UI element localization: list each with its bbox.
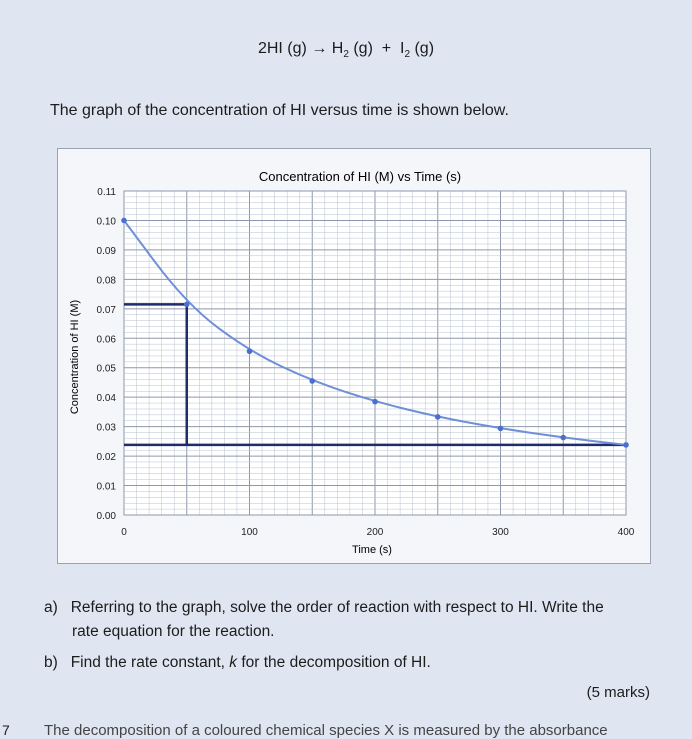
y-tick-label: 0.08 [96,275,116,287]
arrow: → [311,40,328,57]
y-axis-label: Concentration of HI (M) [69,299,81,415]
y-tick-label: 0.04 [96,393,116,405]
grid [124,191,626,515]
plus-sign: + [381,40,392,57]
data-point [184,302,190,308]
question-b-text-1: Find the rate constant, [70,654,230,671]
y-tick-label: 0.10 [96,216,116,228]
x-tick-label: 200 [366,527,384,538]
question-b-text-2: for the decomposition of HI. [237,654,431,671]
footer-question-text: The decomposition of a coloured chemical species X is measured by the absorbance [44,722,608,739]
data-point [498,426,504,432]
data-point [309,378,315,384]
product-i2: $I_2$ (g) [400,40,435,61]
data-point [372,399,378,405]
question-a-line1: Referring to the graph, solve the order of reaction with respect to HI. Write the [70,599,604,616]
data-point [623,442,629,448]
question-b-label: b) [44,654,58,671]
marks-label: (5 marks) [586,684,650,701]
concentration-chart [58,149,650,563]
reaction-equation [0,40,692,60]
x-tick-label: 300 [492,527,509,538]
y-tick-labels [97,187,117,522]
data-point [435,414,441,420]
data-point [247,348,253,354]
data-point [560,435,566,441]
y-tick-label: 0.09 [96,245,116,257]
y-tick-label: 0.00 [96,511,116,522]
y-tick-label: 0.02 [96,452,116,464]
x-tick-label: 100 [241,527,258,538]
y-tick-label: 0.01 [96,481,116,493]
y-tick-label: 0.11 [97,187,116,198]
question-a-label: a) [44,599,58,616]
footer-question-number: 7 [2,722,10,738]
question-b [44,651,431,675]
x-tick-label: 0 [121,527,127,538]
x-tick-label: 400 [617,527,635,538]
question-a-line2: rate equation for the reaction. [72,623,275,640]
chart-frame [57,148,651,564]
y-tick-label: 0.06 [96,334,116,346]
y-tick-label: 0.05 [96,363,116,375]
x-axis-label: Time (s) [352,544,392,556]
chart-title: Concentration of HI (M) vs Time (s) [258,169,462,184]
data-point [121,218,127,224]
reactant: 2HI (g) [257,40,307,57]
question-a [44,596,664,644]
x-tick-labels [121,527,635,538]
question-b-k: k [229,654,238,671]
y-tick-label: 0.03 [96,422,116,434]
y-tick-label: 0.07 [96,304,116,316]
product-h2: $H_2$ (g) [331,40,373,61]
intro-text: The graph of the concentration of HI versus time is shown below. [50,102,509,119]
